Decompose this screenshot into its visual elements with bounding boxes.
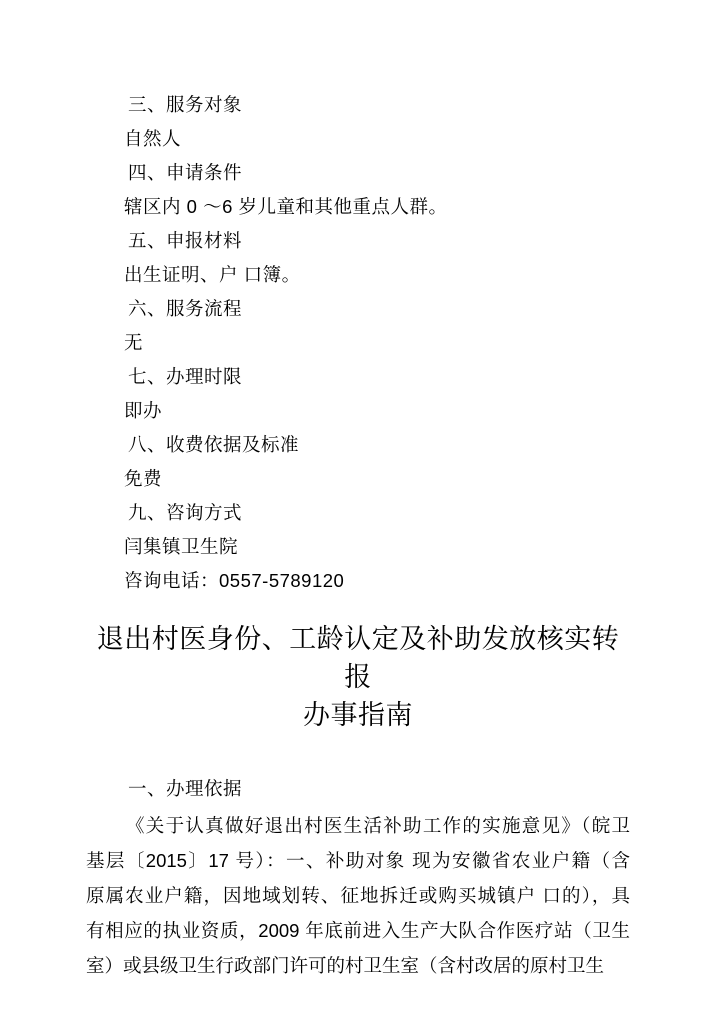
notice-body-service-target: 自然人: [124, 128, 182, 149]
guide-title: [86, 620, 630, 734]
notice-body-materials: 出生证明、户 口簿。: [124, 264, 301, 285]
paragraph-line: 《关于认真做好退出村医生活补助工作的实施意见》（皖卫: [126, 815, 630, 836]
notice-heading-process: 六、服务流程: [128, 298, 243, 319]
basis-paragraph: [86, 808, 630, 983]
notice-heading-service-target: 三、服务对象: [128, 94, 243, 115]
notice-body-fees: 免费: [124, 468, 163, 489]
notice-body-consultation-phone: 咨询电话：0557-5789120: [124, 570, 345, 591]
notice-heading-materials: 五、申报材料: [128, 230, 243, 251]
section-heading-basis: 一、办理依据: [128, 778, 243, 799]
paragraph-line: 原属农业户籍，因地域划转、征地拆迁或购买城镇户 口的），具: [86, 885, 630, 906]
notice-body-time-limit: 即办: [124, 400, 163, 421]
notice-body-consultation-org: 闫集镇卫生院: [124, 536, 239, 557]
notice-heading-time-limit: 七、办理时限: [128, 366, 243, 387]
guide-title-line-1: 退出村医身份、工龄认定及补助发放核实转报: [96, 624, 620, 692]
notice-heading-apply-conditions: 四、申请条件: [128, 162, 243, 183]
service-notice-section: [86, 88, 630, 598]
paragraph-line: 有相应的执业资质，2009 年底前进入生产大队合作医疗站（卫生: [86, 920, 630, 941]
notice-heading-consultation: 九、咨询方式: [128, 502, 243, 523]
notice-body-process: 无: [124, 332, 144, 353]
guide-title-line-2: 办事指南: [303, 700, 413, 730]
paragraph-line: 室）或县级卫生行政部门许可的村卫生室（含村改居的原村卫生: [86, 955, 605, 976]
notice-body-apply-conditions: 辖区内 0 ～6 岁儿童和其他重点人群。: [124, 196, 448, 217]
notice-heading-fees: 八、收费依据及标准: [128, 434, 300, 455]
paragraph-line: 基层〔2015〕17 号）：一、补助对象 现为安徽省农业户籍（含: [86, 850, 630, 871]
